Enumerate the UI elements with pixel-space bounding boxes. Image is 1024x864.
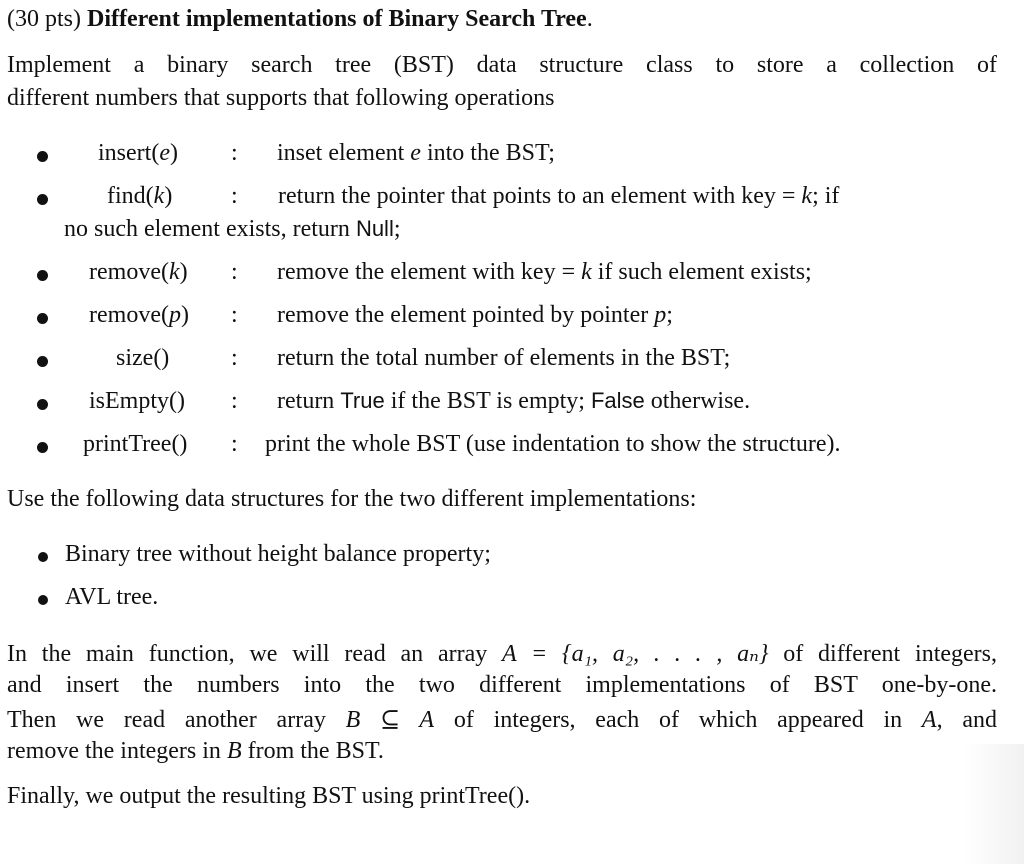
- bullet-icon: [37, 194, 48, 205]
- bullet-icon: [37, 270, 48, 281]
- op-insert: insert(e): [98, 140, 178, 166]
- op-size-desc: return the total number of elements in the BST;: [277, 345, 731, 371]
- intro-line-1: Implement a binary search tree (BST) data structure class to store a collection of: [7, 52, 997, 78]
- bullet-icon: [37, 151, 48, 162]
- page-corner-shadow: [964, 744, 1024, 864]
- op-isempty: isEmpty(): [89, 388, 185, 414]
- op-colon: :: [231, 388, 238, 414]
- op-colon: :: [231, 431, 238, 457]
- main-paragraph-line-1: In the main function, we will read an array A = {a₁, a₂, . . . , aₙ} of different integers,: [7, 641, 997, 667]
- structure-item: AVL tree.: [65, 584, 159, 610]
- bullet-icon: [37, 442, 48, 453]
- structure-item: Binary tree without height balance property;: [65, 541, 491, 567]
- title-text: Different implementations of Binary Search Tree: [87, 6, 587, 32]
- op-colon: :: [231, 345, 238, 371]
- bullet-icon: [38, 595, 48, 605]
- op-remove-pointer-desc: remove the element pointed by pointer p;: [277, 302, 673, 328]
- op-remove-key-desc: remove the element with key = k if such element exists;: [277, 259, 812, 285]
- question-title: [7, 6, 593, 33]
- op-size: size(): [116, 345, 170, 371]
- op-colon: :: [231, 259, 238, 285]
- main-paragraph-line-2: and insert the numbers into the two different implementations of BST one-by-one.: [7, 672, 997, 698]
- bullet-icon: [37, 399, 48, 410]
- op-insert-desc: inset element e into the BST;: [277, 140, 555, 166]
- op-find-desc-wrap: no such element exists, return Null;: [64, 216, 401, 242]
- title-period: .: [586, 6, 593, 32]
- final-line: Finally, we output the resulting BST using printTree().: [7, 783, 531, 809]
- op-printtree: printTree(): [83, 431, 188, 457]
- op-remove-pointer: remove(p): [89, 302, 189, 328]
- op-colon: :: [231, 302, 238, 328]
- structures-intro: Use the following data structures for the two different implementations:: [7, 486, 697, 512]
- op-colon: :: [231, 183, 238, 209]
- main-paragraph-line-4: remove the integers in B from the BST.: [7, 738, 384, 764]
- op-find: find(k): [107, 183, 173, 209]
- bullet-icon: [37, 356, 48, 367]
- points-label: (30 pts): [7, 6, 81, 32]
- op-find-desc: return the pointer that points to an element with key = k; if: [278, 183, 840, 209]
- bullet-icon: [38, 552, 48, 562]
- intro-line-2: different numbers that supports that following operations: [7, 85, 555, 111]
- op-colon: :: [231, 140, 238, 166]
- op-isempty-desc: return True if the BST is empty; False otherwise.: [277, 388, 751, 414]
- bullet-icon: [37, 313, 48, 324]
- op-remove-key: remove(k): [89, 259, 188, 285]
- main-paragraph-line-3: Then we read another array B ⊆ A of integers, each of which appeared in A, and: [7, 707, 997, 733]
- op-printtree-desc: print the whole BST (use indentation to show the structure).: [265, 431, 841, 457]
